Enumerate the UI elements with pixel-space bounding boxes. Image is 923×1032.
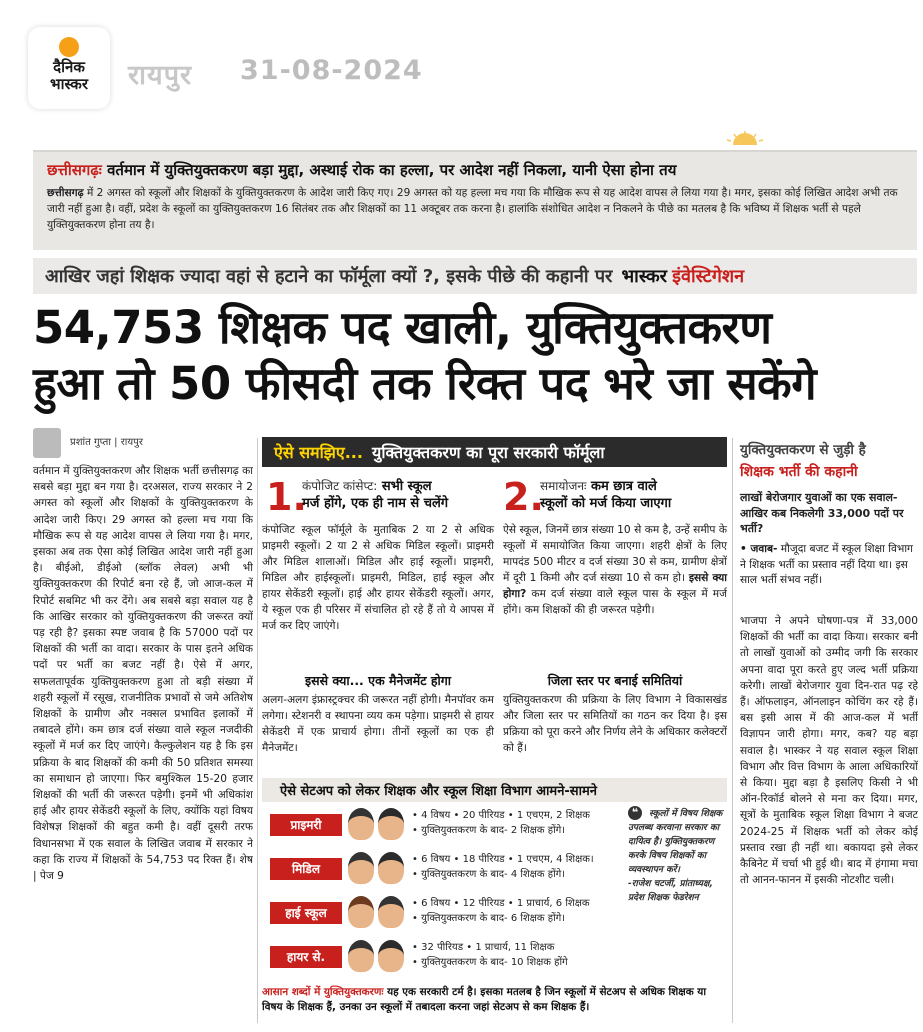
strip-body-text: में 2 अगस्त को स्कूलों और शिक्षकों के युक्तियुक्तकरण के आदेश जारी किए गए। 29 अगस्त को यह हल्ला मच गया कि मौखिक रूप से यह आदेश वापस ले लिया गया है। मगर, इसका कोई लिखित आदेश अभी तक जारी नहीं हुआ है। वहीं, प्रदेश के स्कूलों का युक्तियुक्तकरण 16 सितंबर तक और शिक्षकों का 11 अक्टूबर तक करना है। हालांकि संशोधित आदेश न निकलने के पीछे का मतलब है कि भविष्य में शिक्षक भर्ती से पहले युक्तियुक्तकरण होना तय है।: [47, 187, 898, 231]
step2-subhead: जिला स्तर पर बनाई समितियां: [547, 673, 683, 688]
right-column-answer: [740, 542, 918, 589]
banner-lead: ऐसे समझिए...: [274, 443, 363, 462]
step2-q-body: कम दर्ज संख्या वाले स्कूल पास के स्कूल में मर्ज होंगे। कम शिक्षकों की ही जरूरत पड़ेगी।: [503, 588, 728, 616]
step2-title-a: कम छात्र वाले: [590, 479, 657, 494]
top-news-strip: [33, 150, 917, 250]
step1-sub-body: अलग-अलग इंफ्रास्ट्रक्चर की जरूरत नहीं होगी। मैनपॉवर कम लगेगा। स्टेशनरी व स्थापना व्यय कम पड़ेगा। प्राइमरी से हायर सेकेंडरी में एक प्राचार्य होगा। तीनों स्कूलों का एक ही मैनेजमेंट।: [262, 694, 494, 754]
strip-body-lead: छत्तीसगढ़: [47, 187, 84, 199]
comparison-row: [262, 804, 622, 848]
step2-title: [540, 478, 730, 512]
strip-body: [47, 185, 903, 233]
footnote-head: आसान शब्दों में युक्तियुक्तकरणः: [262, 986, 384, 998]
right-column-question: लाखों बेरोजगार युवाओं का एक सवाल- आखिर कब निकलेगी 33,000 पदों पर भर्ती?: [740, 491, 904, 535]
answer-lead: • जवाब-: [740, 543, 778, 555]
row-line1: • 6 विषय • 18 पीरियड • 1 एचएम, 4 शिक्षक।: [412, 854, 594, 865]
step1-subhead: इससे क्या... एक मैनेजमेंट होगा: [305, 673, 451, 688]
comparison-row: [262, 936, 622, 980]
column-divider: [257, 438, 258, 1023]
step2-body-text: ऐसे स्कूल, जिनमें छात्र संख्या 10 से कम है, उन्हें समीप के स्कूलों में समायोजित किया जाएगा। शहरी क्षेत्रों के लिए मापदंड 500 मीटर व दर्ज संख्या 30 से कम, ग्रामीण क्षेत्रों में दूरी 1 किमी और दर्ज संख्या 10 से कम हो।: [503, 524, 727, 584]
step2-title-b: स्कूलों को मर्ज किया जाएगा: [540, 496, 672, 511]
row-label: मिडिल: [270, 858, 342, 880]
banner-text: युक्तियुक्तकरण का पूरा सरकारी फॉर्मूला: [372, 443, 605, 462]
sun-icon: [59, 37, 79, 57]
row-line2: • युक्तियुक्तकरण के बाद- 4 शिक्षक होंगे।: [412, 869, 566, 880]
step2-number: 2.: [503, 475, 544, 519]
step1-title-a: सभी स्कूल: [381, 479, 432, 494]
step2-q-lead: इससे क्या होगा?: [503, 572, 727, 600]
strip-place: छत्तीसगढ़ः: [47, 161, 102, 179]
logo-line2: भास्कर: [50, 75, 88, 93]
teacher-federation-quote: [628, 806, 723, 961]
simple-words-footnote: [262, 985, 727, 1015]
headline-line1: 54,753 शिक्षक पद खाली, युक्तियुक्तकरण: [33, 301, 772, 354]
step1-title: [302, 478, 492, 512]
row-label: हाई स्कूल: [270, 902, 342, 924]
quote-author: -राजेश चटर्जी, प्रांताध्यक्ष, प्रदेश शिक्षक फेडरेशन: [628, 879, 713, 903]
step2-body: [503, 522, 727, 618]
right-column-title: शिक्षक भर्ती की कहानी: [740, 464, 858, 480]
quote-text: स्कूलों में विषय शिक्षक उपलब्ध करवाना सरकार का दायित्व है। युक्तियुक्तकरण करके विषय शिक्षकों का व्यवस्थापन करें।: [628, 809, 723, 875]
row-line1: • 32 पीरियड • 1 प्राचार्य, 11 शिक्षक: [412, 942, 555, 953]
strip-headline: [47, 160, 903, 180]
row-line1: • 4 विषय • 20 पीरियड • 1 एचएम, 2 शिक्षक: [412, 810, 590, 821]
sunrise-icon: [725, 131, 765, 145]
teacher-faces-icon: [346, 808, 408, 842]
step2-sub-body: युक्तियुक्तकरण की प्रक्रिया के लिए विभाग ने विकासखंड और जिला स्तर पर समितियों का गठन कर दिया है। इस प्रक्रिया को पूरा करने और निर्णय लेने के अधिकार कलेक्टरों को हैं।: [503, 694, 727, 754]
row-line1: • 6 विषय • 12 पीरियड • 1 प्राचार्य, 6 शिक्षक: [412, 898, 590, 909]
teacher-faces-icon: [346, 896, 408, 930]
kicker-text: आखिर जहां शिक्षक ज्यादा वहां से हटाने का फॉर्मूला क्यों ?, इसके पीछे की कहानी पर: [45, 266, 613, 287]
main-headline: [33, 300, 917, 412]
step1-label: कंपोजिट कांसेप्ट:: [302, 479, 378, 493]
answer-text: मौजूदा बजट में स्कूल शिक्षा विभाग ने शिक्षक भर्ती का प्रस्ताव नहीं दिया था। इस साल भर्ती संभव नहीं।: [740, 543, 914, 587]
dainik-bhaskar-logo: [28, 27, 110, 109]
comparison-row: [262, 892, 622, 936]
headline-line2: हुआ तो 50 फीसदी तक रिक्त पद भरे जा सकेंगे: [33, 357, 817, 410]
byline-place: रायपुर: [120, 437, 143, 448]
kicker: [33, 258, 917, 294]
comparison-title: ऐसे सेटअप को लेकर शिक्षक और स्कूल शिक्षा विभाग आमने-सामने: [262, 778, 727, 802]
step2-label: समायोजनः: [540, 479, 587, 493]
step1-number: 1.: [266, 475, 307, 519]
page-header: [0, 0, 923, 150]
formula-banner: [262, 437, 727, 467]
byline: प्रशांत गुप्ता | रायपुर: [70, 437, 143, 448]
row-line2: • युक्तियुक्तकरण के बाद- 6 शिक्षक होंगे।: [412, 913, 566, 924]
right-column-body: भाजपा ने अपने घोषणा-पत्र में 33,000 शिक्षकों की भर्ती का वादा किया। सरकार बनी तो लाखों युवाओं को उम्मीद जगी कि सरकार अपना वादा पूरा करते हुए जल्द भर्ती प्रक्रिया करेगी। लाखों बेरोजगार युवा दिन-रात पढ़ रहे हैं। ऑफलाइन, ऑनलाइन कोचिंग कर रहे हैं। बस इसी आस में की आज-कल में भर्ती विज्ञापन जारी होगा। मगर, कब? यह बड़ा सवाल है। भास्कर ने यह सवाल स्कूल शिक्षा विभाग और वित्त विभाग के आला अधिकारियों से किया। मुद्दा बड़ा है इसलिए किसी ने भी ऑन-रिकॉर्ड बोलने से मना कर दिया। मगर, सूत्रों के मुताबिक स्कूल शिक्षा विभाग ने बजट 2024-25 में शिक्षक भर्ती को लेकर कोई प्रस्ताव रखा ही नहीं था। बकायदा इसे लेकर कैबिनेट में चर्चा भी हुई थी। बाद में हंगामा मचा तो आनन-फानन में इसकी नोटशीट चली।: [740, 615, 918, 887]
row-label: हायर से.: [270, 946, 342, 968]
logo-line1: दैनिक: [53, 58, 85, 76]
comparison-row: [262, 848, 622, 892]
footnote-body: यह एक सरकारी टर्म है। इसका मतलब है जिन स्कूलों में सेटअप से अधिक शिक्षक या विषय के शिक्षक हैं, उनका उन स्कूलों में तबादला करना जहां सेटअप से कम शिक्षक हैं।: [262, 986, 707, 1013]
right-column-kicker: युक्तियुक्तकरण से जुड़ी है: [740, 442, 866, 458]
row-label: प्राइमरी: [270, 814, 342, 836]
left-column-text: वर्तमान में युक्तियुक्तकरण और शिक्षक भर्ती छत्तीसगढ़ का सबसे बड़ा मुद्दा बन गया है। दरअसल, राज्य सरकार ने 2 अगस्त को स्कूलों और शिक्षकों के युक्तियुक्तकरण के आदेश जारी किए। 29 अगस्त को हल्ला मच गया कि मौखिक रूप से यह आदेश वापस ले लिया गया है। मगर, इसका अब तक ऐसा कोई लिखित आदेश जारी नहीं हुआ है। बीईओ, डीईओ (ब्लॉक लेवल) अभी भी युक्तियुक्तकरण की रिपोर्ट बना रहे हैं, जो आज-कल में रिपोर्ट सबमिट भी कर देंगे। अब सबसे बड़ा सवाल यह है कि आखिर सरकार को युक्तियुक्तकरण की जरूरत क्यों पड़ रही है? इसका स्पष्ट जवाब है कि 57000 पदों पर शिक्षकों की भर्ती का वादा। सरकार के पास इतने अधिक पदों पर भर्ती का बजट नहीं है। ऐसे में अगर, सफलतापूर्वक युक्तियुक्तकरण हुआ तो बड़ी संख्या में शहरी स्कूलों में रसूख, राजनीतिक प्रभावों से जमे अतिशेष शिक्षकों के ग्रामीण और नक्सल प्रभावित इलाकों में तबादले होंगे। कम छात्र दर्ज संख्या वाले स्कूल नजदीकी स्कूलों में मर्ज कर दिए जाएंगे। कैल्कुलेशन यह है कि इस प्रक्रिया के बाद शिक्षकों की कमी की 50 प्रतिशत समस्या का समाधान हो जाएगा। फिर बमुश्किल 15-20 हजार शिक्षकों की भर्ती की जरूरत पड़ेगी। इनमें भी अधिकांश हाई और हायर सेकेंडरी स्कूलों के लिए, क्योंकि यहां विषय विशेषज्ञ शिक्षकों की बहुत कमी है। वहीं दूसरी तरफ विधानसभा में एक सवाल के लिखित जवाब में सरकार ने कहा कि राज्य में शिक्षकों के 54,753 पद रिक्त हैं। शेष | पेज 9: [33, 465, 253, 883]
row-line2: • युक्तियुक्तकरण के बाद- 2 शिक्षक होंगे।: [412, 825, 566, 836]
byline-author: प्रशांत गुप्ता: [70, 437, 111, 448]
step1-title-b: मर्ज होंगे, एक ही नाम से चलेंगे: [302, 496, 449, 511]
row-line2: • युक्तियुक्तकरण के बाद- 10 शिक्षक होंगे: [412, 957, 568, 968]
teacher-faces-icon: [346, 852, 408, 886]
column-divider: [732, 438, 733, 1023]
step1-body: कंपोजिट स्कूल फॉर्मूले के मुताबिक 2 या 2 से अधिक प्राइमरी स्कूलों। 2 या 2 से अधिक मिडिल स्कूलों। प्राइमरी और मिडिल शालाओं। मिडिल और हाई स्कूलों। प्राइमरी, मिडिल और हाईस्कूलों। प्राइमरी, मिडिल, हाई स्कूल और हायर सेकेंडरी स्कूलों। हाई और हायर सेकेंडरी स्कूलों। अगर, ये स्कूल एक ही परिसर में संचालित हो रहे हैं तो ये आपस में मर्ज कर दिए जाएंगे।: [262, 524, 494, 632]
quote-icon: ❝: [628, 806, 642, 820]
teacher-faces-icon: [346, 940, 408, 974]
edition-date: 31-08-2024: [240, 55, 423, 86]
kicker-tag: इंवेस्टिगेशन: [672, 266, 745, 287]
strip-headline-text: वर्तमान में युक्तियुक्तकरण बड़ा मुद्दा, अस्थाई रोक का हल्ला, पर आदेश नहीं निकला, यानी ऐसा होना तय: [107, 161, 677, 179]
kicker-brand: भास्कर: [621, 266, 668, 287]
author-photo: [33, 428, 61, 458]
edition-city: रायपुर: [128, 60, 193, 91]
